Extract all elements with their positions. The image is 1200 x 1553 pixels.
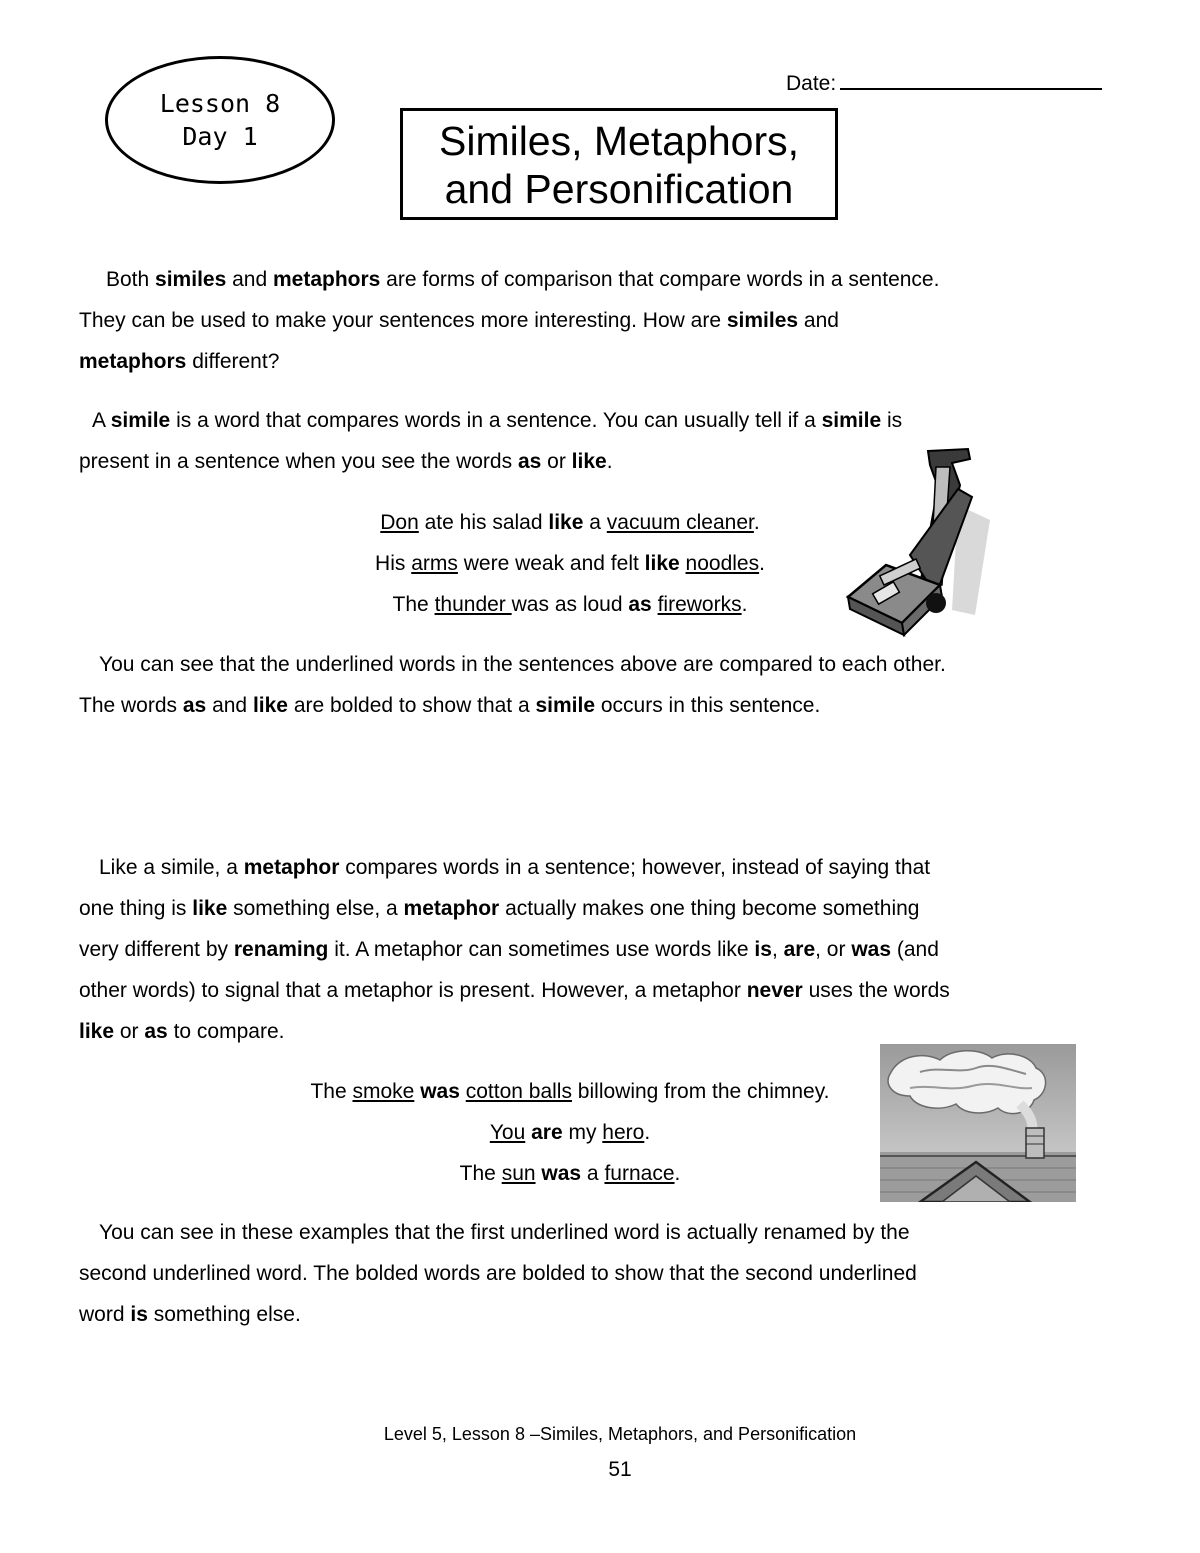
metaphor-examples [200,1071,940,1194]
metaphor-explanation: You can see in these examples that the first underlined word is actually renamed by the second underlined word. The bolded words are bolded to show that the second underlined word is something else. [79,1221,917,1326]
chimney-smoke-image [880,1044,1076,1202]
title-line-2: and Personification [444,166,794,212]
date-blank-line[interactable] [840,70,1102,90]
date-label: Date: [786,72,837,95]
lesson-number: Lesson 8 [159,89,281,118]
page-title [400,108,838,220]
intro-paragraph: Both similes and metaphors are forms of comparison that compare words in a sentence. They can be used to make your sentences more interesting. How are similes and metaphors different? [79,268,940,373]
example-sentence: You are my hero. [489,1121,651,1144]
example-sentence: His arms were weak and felt like noodles. [375,552,765,575]
lesson-day: Day 1 [182,122,258,151]
page-number: 51 [608,1458,632,1481]
simile-definition: A simile is a word that compares words in a sentence. You can usually tell if a simile is present in a sentence when you see the words as or like. [79,409,903,473]
lesson-badge [105,56,335,184]
page-footer: Level 5, Lesson 8 –Similes, Metaphors, and Personification [383,1424,857,1444]
example-sentence: Don ate his salad like a vacuum cleaner. [380,511,760,534]
example-sentence: The thunder was as loud as fireworks. [392,593,748,616]
date-field[interactable] [786,70,1102,96]
simile-examples [220,502,920,625]
metaphor-definition: Like a simile, a metaphor compares words in a sentence; however, instead of saying that one thing is like something else, a metaphor actually makes one thing become something very different by renaming it. A metaphor can sometimes use words like is, are, or was (and other words) to signal that a metaphor is present. However, a metaphor never uses the words like or as to compare. [79,856,950,1043]
simile-explanation: You can see that the underlined words in the sentences above are compared to each other. The words as and like are bolded to show that a simile occurs in this sentence. [79,653,946,717]
example-sentence: The sun was a furnace. [459,1162,681,1185]
title-line-1: Similes, Metaphors, [438,118,799,164]
example-sentence: The smoke was cotton balls billowing from the chimney. [310,1080,830,1103]
vacuum-cleaner-image [840,445,990,640]
